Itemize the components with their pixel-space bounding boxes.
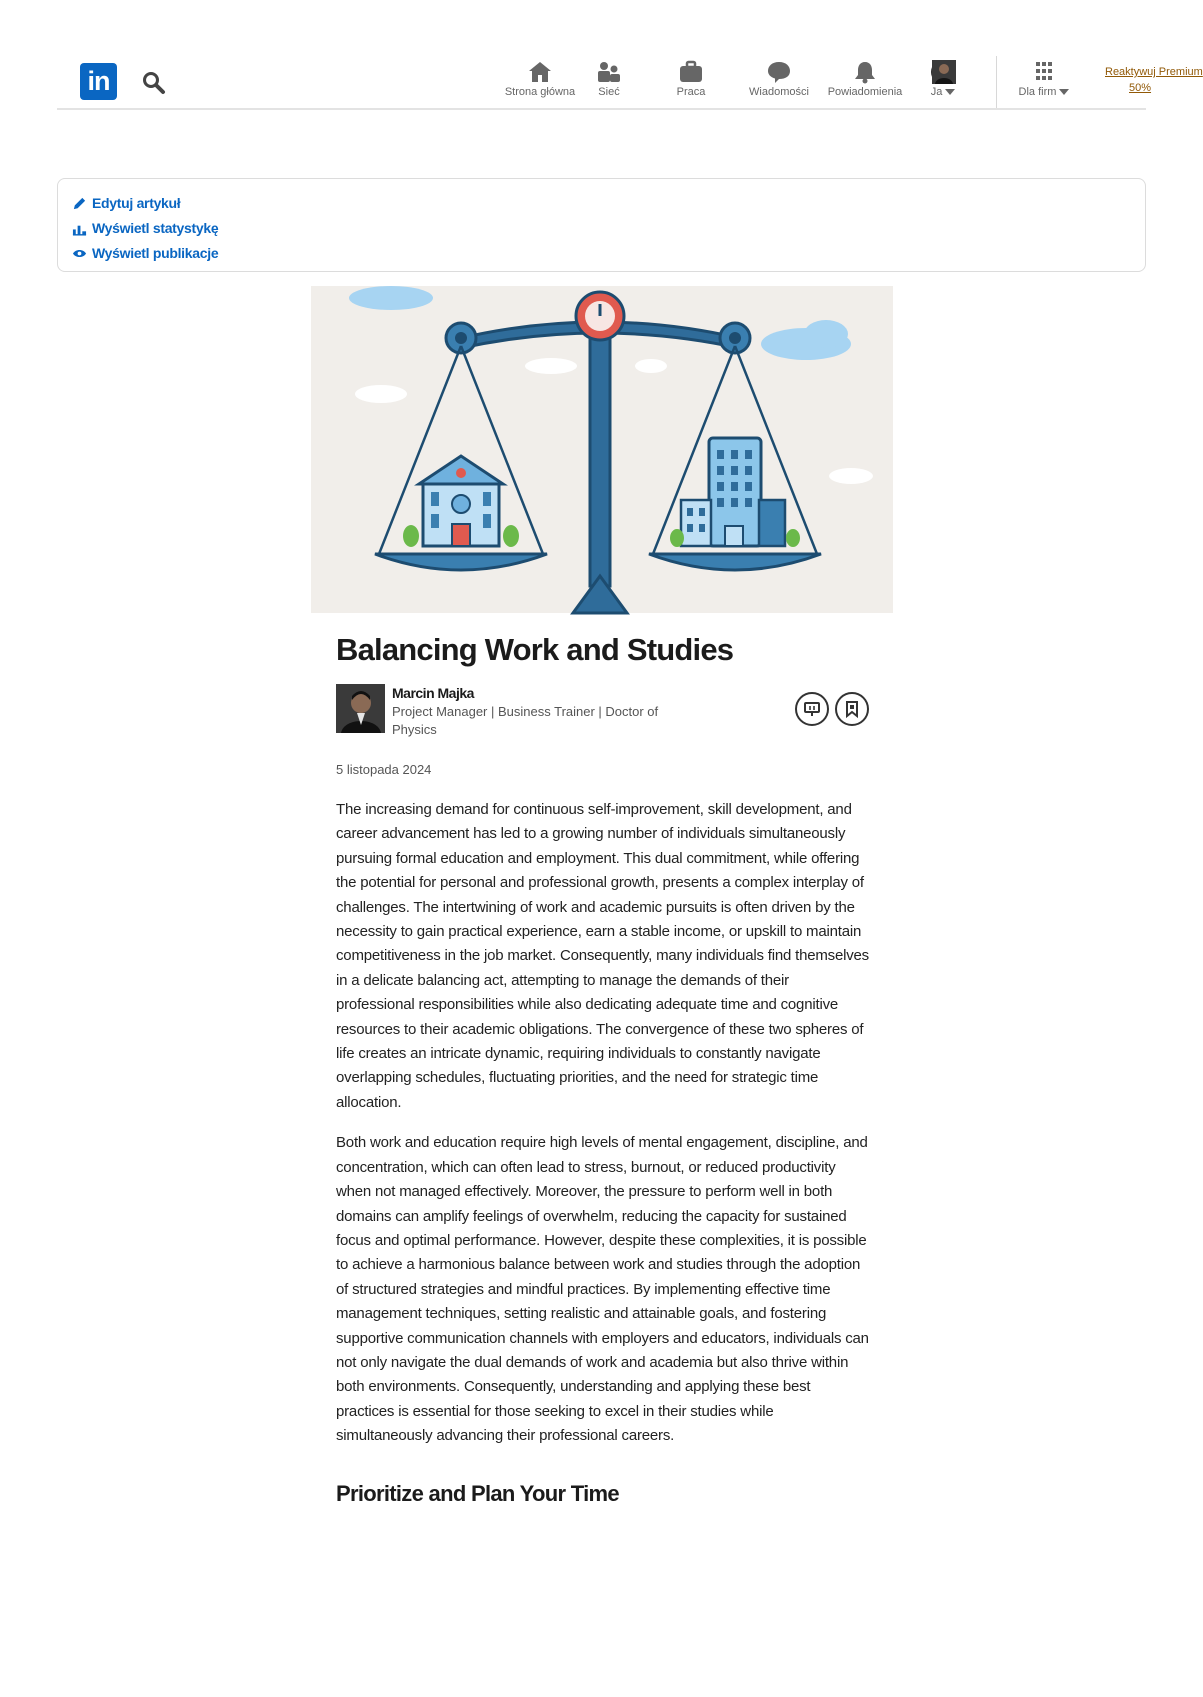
edit-article-link[interactable] — [72, 191, 1131, 216]
view-publications-link[interactable] — [72, 241, 1131, 266]
chevron-down-icon — [945, 89, 955, 95]
messaging-icon — [766, 60, 792, 84]
presentation-icon — [803, 700, 821, 718]
nav-home[interactable] — [500, 60, 580, 104]
briefcase-icon — [678, 60, 704, 84]
pencil-icon — [72, 196, 87, 211]
balance-scale-illustration — [311, 286, 893, 613]
nav-network-label: Sieć — [598, 86, 620, 98]
save-article-button[interactable] — [835, 692, 869, 726]
network-icon — [596, 60, 622, 84]
grid-icon — [1031, 60, 1057, 84]
premium-line-1: Reaktywuj Premium — [1105, 66, 1203, 78]
premium-link[interactable] — [1105, 64, 1203, 96]
nav-jobs[interactable] — [661, 60, 721, 104]
author-row — [336, 684, 871, 740]
nav-for-business-label: Dla firm — [1019, 86, 1070, 99]
home-icon — [527, 60, 553, 84]
article-paragraph: Both work and education require high levels of mental engagement, discipline, and concentration, which can often lead to stress, burnout, or reduced productivity when not managed effectively. Moreover, the pressure to perform well in both domains can amplify feelings of overwhelm, reducing the capacity for sustained focus and optimal performance. However, despite these complexities, it is possible to achieve a harmonious balance between work and studies through the adoption of structured strategies and mindful practices. By implementing effective time management techniques, setting realistic and attainable goals, and fostering supportive communication channels with employers and educators, individuals can not only navigate the dual demands of work and academia but also thrive within both environments. Consequently, understanding and applying these best practices is essential for those seeking to excel in their studies while simultaneously advancing their professional careers. — [336, 1134, 869, 1445]
article-cover-image — [311, 286, 893, 613]
premium-line-2: 50% — [1129, 82, 1152, 94]
bar-chart-icon — [72, 221, 87, 236]
chevron-down-icon — [1059, 89, 1069, 95]
nav-jobs-label: Praca — [676, 86, 706, 98]
nav-me-label: Ja — [931, 86, 956, 99]
present-button[interactable] — [795, 692, 829, 726]
article-actions-box — [57, 178, 1146, 272]
bookmark-icon — [843, 700, 861, 718]
view-stats-label: Wyświetl statystykę — [92, 220, 219, 236]
nav-messaging[interactable] — [743, 60, 815, 104]
eye-icon — [72, 246, 87, 261]
nav-notifications-label: Powiadomienia — [827, 86, 903, 98]
author-name[interactable]: Marcin Majka — [392, 685, 474, 701]
nav-home-label: Strona główna — [504, 86, 576, 98]
nav-messaging-label: Wiadomości — [749, 86, 809, 98]
search-icon[interactable] — [141, 70, 167, 96]
view-publications-label: Wyświetl publikacje — [92, 245, 219, 261]
author-avatar[interactable] — [336, 684, 385, 733]
top-navigation — [57, 54, 1203, 110]
bell-icon — [852, 60, 878, 84]
edit-article-label: Edytuj artykuł — [92, 195, 181, 211]
article-body — [336, 630, 871, 1507]
nav-divider — [996, 56, 997, 108]
section-heading: Prioritize and Plan Your Time — [336, 1480, 619, 1506]
avatar — [931, 60, 955, 84]
publish-date: 5 listopada 2024 — [336, 762, 432, 777]
author-headline: Project Manager | Business Trainer | Doctor of Physics — [392, 704, 659, 737]
nav-network[interactable] — [587, 60, 631, 104]
article-paragraph: The increasing demand for continuous self-improvement, skill development, and career advancement has led to a growing number of individuals simultaneously pursuing formal education and employment. This dual commitment, while offering the potential for personal and professional growth, presents a complex interplay of challenges. The intertwining of work and academic pursuits is often driven by the necessity to gain practical experience, earn a stable income, or upskill to maintain competitiveness in the job market. Consequently, many individuals find themselves in a delicate balancing act, attempting to manage the demands of their professional responsibilities while also dedicating adequate time and cognitive resources to their academic obligations. The convergence of these two spheres of life creates an intricate dynamic, requiring individuals to constantly navigate overlapping schedules, fluctuating priorities, and the need for strategic time allocation. — [336, 801, 869, 1111]
nav-notifications[interactable] — [822, 60, 908, 104]
article-title: Balancing Work and Studies — [336, 632, 734, 667]
nav-me[interactable] — [923, 60, 963, 104]
linkedin-logo[interactable]: in — [80, 63, 117, 100]
nav-for-business[interactable] — [1009, 60, 1079, 104]
view-stats-link[interactable] — [72, 216, 1131, 241]
